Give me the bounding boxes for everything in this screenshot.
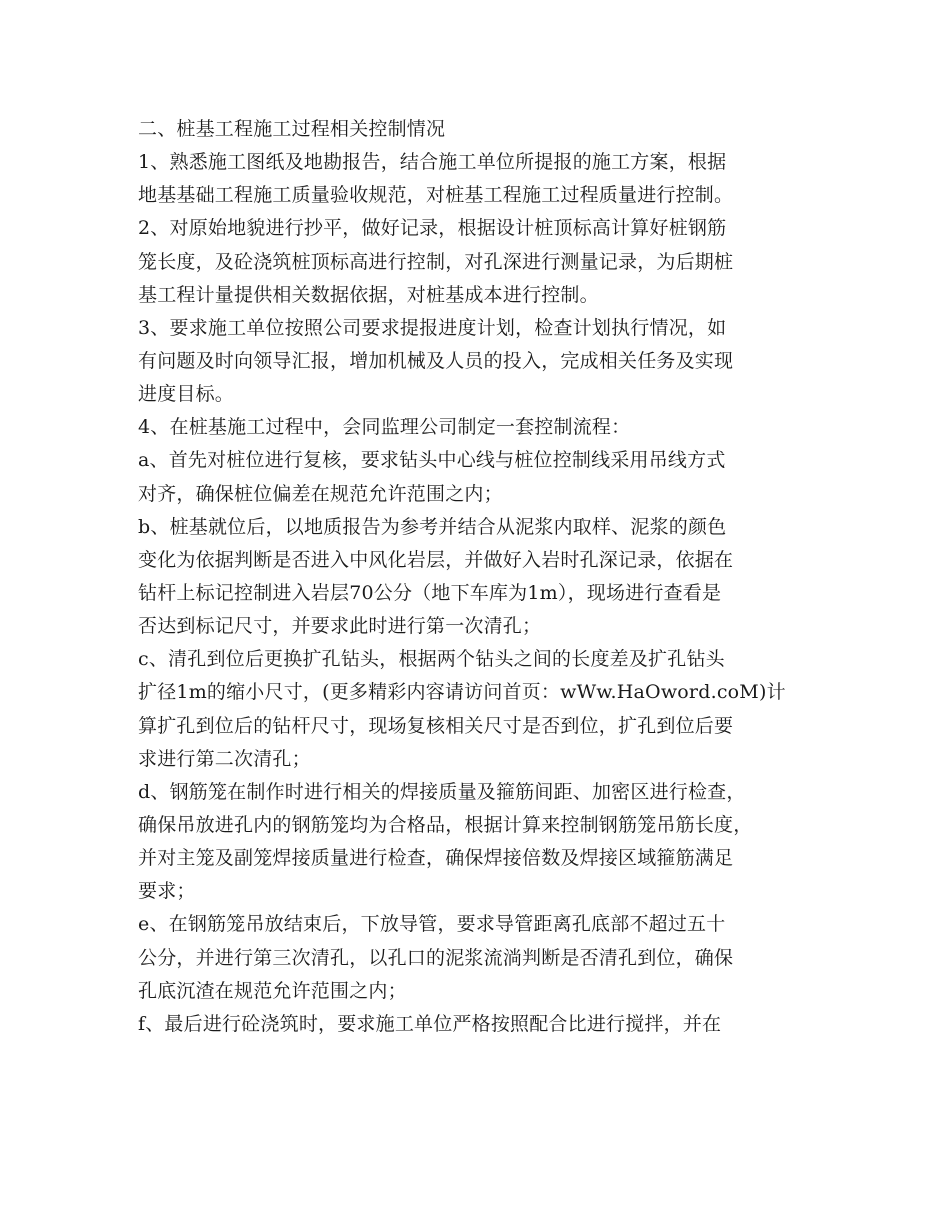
text-line: e、在钢筋笼吊放结束后，下放导管，要求导管距离孔底部不超过五十 [138, 913, 726, 936]
text-line: c、清孔到位后更换扩孔钻头，根据两个钻头之间的长度差及扩孔钻头 [138, 648, 725, 671]
text-line: 要求； [138, 880, 196, 903]
text-line: 并对主笼及副笼焊接质量进行检查，确保焊接倍数及焊接区域箍筋满足 [138, 847, 734, 870]
text-line: 1、熟悉施工图纸及地勘报告，结合施工单位所提报的施工方案，根据 [138, 151, 727, 174]
text-line: 对齐，确保桩位偏差在规范允许范围之内； [138, 482, 503, 505]
text-line: 扩径1m的缩小尺寸，(更多精彩内容请访问首页：wWw.HaOword.coM)计 [138, 681, 786, 704]
text-line: a、首先对桩位进行复核，要求钻头中心线与桩位控制线采用吊线方式 [138, 449, 726, 472]
text-line: b、桩基就位后，以地质报告为参考并结合从泥浆内取样、泥浆的颜色 [138, 515, 727, 538]
text-line: 3、要求施工单位按照公司要求提报进度计划，检查计划执行情况，如 [138, 316, 727, 339]
text-line: 有问题及时向领导汇报，增加机械及人员的投入，完成相关任务及实现 [138, 349, 734, 372]
text-line: 否达到标记尺寸，并要求此时进行第一次清孔； [138, 615, 542, 638]
text-line: d、钢筋笼在制作时进行相关的焊接质量及箍筋间距、加密区进行检查， [138, 780, 746, 803]
text-line: 地基基础工程施工质量验收规范，对桩基工程施工过程质量进行控制。 [138, 184, 734, 207]
text-line: 2、对原始地貌进行抄平，做好记录，根据设计桩顶标高计算好桩钢筋 [138, 217, 727, 240]
text-line: 基工程计量提供相关数据依据，对桩基成本进行控制。 [138, 283, 599, 306]
text-line: 公分，并进行第三次清孔，以孔口的泥浆流淌判断是否清孔到位，确保 [138, 946, 734, 969]
text-line: 钻杆上标记控制进入岩层70公分（地下车库为1m），现场进行查看是 [138, 581, 722, 604]
section-heading: 二、桩基工程施工过程相关控制情况 [138, 118, 446, 140]
text-line: 变化为依据判断是否进入中风化岩层，并做好入岩时孔深记录，依据在 [138, 548, 734, 571]
text-line: 进度目标。 [138, 383, 235, 406]
text-line: 笼长度，及砼浇筑桩顶标高进行控制，对孔深进行测量记录，为后期桩 [138, 250, 734, 273]
text-line: 求进行第二次清孔； [138, 747, 311, 770]
text-line: 孔底沉渣在规范允许范围之内； [138, 979, 407, 1002]
text-line: f、最后进行砼浇筑时，要求施工单位严格按照配合比进行搅拌，并在 [138, 1012, 722, 1035]
text-line: 4、在桩基施工过程中，会同监理公司制定一套控制流程： [138, 416, 631, 439]
text-line: 算扩孔到位后的钻杆尺寸，现场复核相关尺寸是否到位，扩孔到位后要 [138, 714, 734, 737]
text-line: 确保吊放进孔内的钢筋笼均为合格品，根据计算来控制钢筋笼吊筋长度， [138, 813, 753, 836]
document-body [138, 113, 828, 1041]
